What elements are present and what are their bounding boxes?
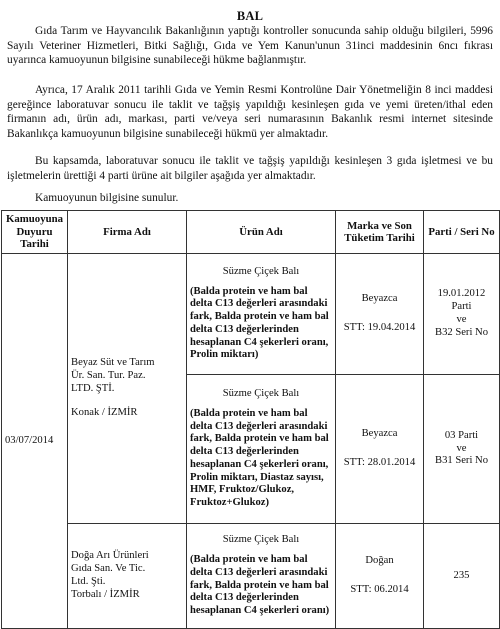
document-title: BAL	[236, 9, 264, 23]
lot-line: 235	[453, 569, 470, 581]
brand-name: Doğan	[365, 555, 394, 567]
product-detail: (Balda protein ve ham bal delta C13 değerleri arasındaki fark, Balda protein ve ham bal delta C13 değerlerinden hesaplanan C4 şekerleri oranı, Prolin miktarı)	[190, 285, 329, 361]
expiry-date: STT: 19.04.2014	[343, 322, 416, 333]
firm-name-line: Ür. San. Tur. Paz.	[71, 369, 146, 381]
paragraph-3: Bu kapsamda, laboratuvar sonucu ile taklit ve tağşiş yapıldığı kesinleşen 3 gıda işletmesi ve bu işletmelerin ürettiği 4 parti ürüne ait bilgiler aşağıda yer almaktadır.	[7, 155, 493, 182]
product-name: Süzme Çiçek Balı	[222, 534, 300, 546]
header-date: Kamuoyuna Duyuru Tarihi	[2, 211, 68, 254]
lot-line: Parti	[451, 301, 472, 313]
paragraph-1: Gıda Tarım ve Hayvancılık Bakanlığının yaptığı kontroller sonucunda sahip olduğu bilgileri, 5996 Sayılı Veteriner Hizmetleri, Bitki Sağlığı, Gıda ve Yem Kanun'unun 31inci maddesinin 6ncı fıkrası uyarınca kamuoyunun bilgisine sunabileceği hükme bağlanmıştır.	[7, 25, 493, 67]
firm-name-line: Doğa Arı Ürünleri	[71, 550, 149, 562]
firm-location: Konak / İZMİR	[71, 407, 138, 419]
lot-line: ve	[456, 314, 467, 325]
table-row	[2, 524, 500, 629]
lot-cell	[424, 375, 500, 524]
product-name: Süzme Çiçek Balı	[222, 387, 300, 399]
product-detail: (Balda protein ve ham bal delta C13 değerleri arasındaki fark, Balda protein ve ham bal delta C13 değerlerinden hesaplanan C4 şekerleri oranı, Prolin miktarı, Diastaz sayısı, HMF, Fruktoz/Glukoz, Fruktoz+Glukoz)	[190, 407, 329, 509]
lot-cell	[424, 524, 500, 629]
firm-cell	[68, 254, 187, 524]
product-cell	[187, 254, 336, 375]
product-cell	[187, 524, 336, 629]
paragraph-4: Kamuoyunun bilgisine sunulur.	[35, 192, 179, 204]
firm-location: Torbalı / İZMİR	[71, 588, 140, 600]
results-table	[1, 210, 500, 629]
header-product: Ürün Adı	[187, 211, 336, 254]
lot-line: 19.01.2012	[437, 288, 486, 300]
expiry-date: STT: 06.2014	[350, 584, 409, 595]
brand-name: Beyazca	[361, 293, 398, 305]
brand-cell	[336, 254, 424, 375]
paragraph-2: Ayrıca, 17 Aralık 2011 tarihli Gıda ve Yemin Resmi Kontrolüne Dair Yönetmeliğin 8 inci maddesi gereğince laboratuvar sonucu ile taklit ve tağşiş yapıldığı kesinleşen gıda ve yemi üreten/ithal eden firmanın adı, ürün adı, markası, parti ve/veya seri numarasının Bakanlık resmi internet sitesinde Bakanlıkça kamuoyunun bilgisine sunabileceği hükmü yer almaktadır.	[7, 84, 493, 140]
table-row	[2, 254, 500, 375]
brand-cell	[336, 524, 424, 629]
firm-name-line: Beyaz Süt ve Tarım	[71, 356, 155, 368]
lot-line: B31 Seri No	[435, 455, 488, 467]
lot-line: ve	[456, 442, 467, 454]
announcement-date: 03/07/2014	[2, 254, 68, 629]
product-detail: (Balda protein ve ham bal delta C13 değerleri arasındaki fark, Balda protein ve ham bal delta C13 değerlerinden hesaplanan C4 şekerleri oranı)	[190, 553, 330, 617]
table-header-row	[2, 211, 500, 254]
firm-name-line: Gıda San. Ve Tic.	[71, 563, 146, 575]
brand-name: Beyazca	[361, 428, 398, 440]
header-lot: Parti / Seri No	[424, 211, 500, 254]
lot-line: B32 Seri No	[435, 326, 488, 338]
product-cell	[187, 375, 336, 524]
firm-cell	[68, 524, 187, 629]
expiry-date: STT: 28.01.2014	[343, 457, 416, 468]
firm-name-line: LTD. ŞTİ.	[71, 382, 115, 394]
header-firm: Firma Adı	[68, 211, 187, 254]
brand-cell	[336, 375, 424, 524]
product-name: Süzme Çiçek Balı	[222, 265, 300, 277]
firm-name-line: Ltd. Şti.	[71, 576, 106, 587]
lot-line: 03 Parti	[444, 429, 479, 441]
lot-cell	[424, 254, 500, 375]
header-brand: Marka ve Son Tüketim Tarihi	[336, 211, 424, 254]
